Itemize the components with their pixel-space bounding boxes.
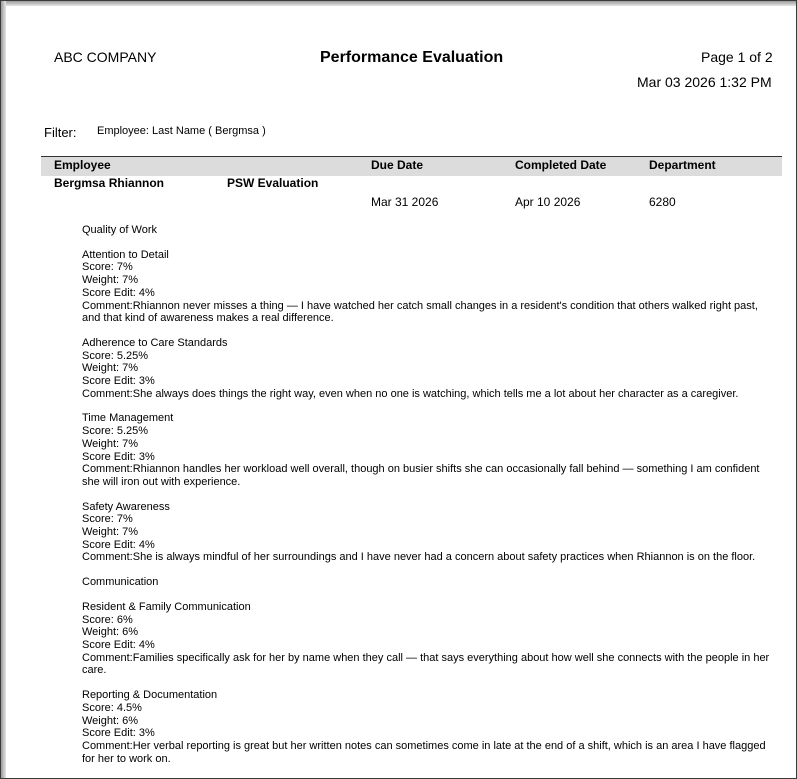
criterion-name: Adherence to Care Standards	[82, 336, 228, 349]
criterion-item	[82, 412, 772, 488]
report-datetime: Mar 03 2026 1:32 PM	[637, 74, 772, 90]
criterion-score-edit: Score Edit: 3%	[82, 450, 155, 463]
header-department: Department	[649, 158, 716, 172]
criterion-comment: Comment:Families specifically ask for her by name when they call — that says everything about how well she connects with the people in her care.	[82, 651, 770, 677]
criterion-comment: Comment:Her verbal reporting is great but her written notes can sometimes come in late at the end of a shift, which is an area I have flagged for her to work on.	[82, 739, 766, 765]
criterion-name: Resident & Family Communication	[82, 600, 251, 613]
criterion-score-edit: Score Edit: 4%	[82, 286, 155, 299]
criterion-item	[82, 689, 772, 765]
evaluation-content	[82, 224, 772, 777]
criterion-weight: Weight: 7%	[82, 362, 139, 375]
criterion-score: Score: 5.25%	[82, 425, 149, 438]
department: 6280	[649, 195, 676, 209]
criterion-name: Attention to Detail	[82, 248, 169, 261]
header-completed-date: Completed Date	[515, 158, 607, 172]
section	[82, 224, 772, 564]
filter-label: Filter:	[44, 125, 77, 140]
criterion-weight: Weight: 7%	[82, 437, 139, 450]
criterion-score: Score: 7%	[82, 513, 133, 526]
criterion-score: Score: 5.25%	[82, 349, 149, 362]
criterion-score-edit: Score Edit: 3%	[82, 727, 155, 740]
criterion-score: Score: 7%	[82, 261, 133, 274]
criterion-comment: Comment:She is always mindful of her surroundings and I have never had a concern about safety practices when Rhiannon is on the floor.	[82, 551, 756, 564]
filter-value: Employee: Last Name ( Bergmsa )	[97, 125, 266, 137]
employee-name: Bergmsa Rhiannon	[54, 176, 165, 190]
criterion-comment: Comment:She always does things the right way, even when no one is watching, which tells me a lot about her character as a caregiver.	[82, 387, 739, 400]
criterion-item	[82, 337, 772, 401]
section-title: Communication	[82, 576, 159, 589]
due-date: Mar 31 2026	[371, 195, 439, 209]
criterion-weight: Weight: 6%	[82, 714, 139, 727]
criterion-name: Time Management	[82, 412, 174, 425]
completed-date: Apr 10 2026	[515, 195, 581, 209]
criterion-score-edit: Score Edit: 4%	[82, 638, 155, 651]
evaluation-name: PSW Evaluation	[227, 176, 319, 190]
criterion-score-edit: Score Edit: 3%	[82, 375, 155, 388]
section-title: Quality of Work	[82, 224, 157, 236]
criterion-item	[82, 601, 772, 677]
section	[82, 576, 772, 765]
criterion-score: Score: 4.5%	[82, 701, 142, 714]
header-due-date: Due Date	[371, 158, 424, 172]
criterion-score-edit: Score Edit: 4%	[82, 538, 155, 551]
criterion-name: Safety Awareness	[82, 500, 170, 513]
criterion-item	[82, 249, 772, 325]
criterion-item	[82, 501, 772, 565]
table-header-row	[41, 156, 782, 176]
criterion-weight: Weight: 7%	[82, 274, 139, 287]
report-title: Performance Evaluation	[320, 49, 504, 66]
page-left-shadow	[1, 1, 6, 778]
header-employee: Employee	[54, 158, 111, 172]
criterion-score: Score: 6%	[82, 613, 133, 626]
criterion-weight: Weight: 6%	[82, 626, 139, 639]
criterion-name: Reporting & Documentation	[82, 689, 218, 702]
page-top-shadow	[1, 1, 796, 6]
criterion-weight: Weight: 7%	[82, 526, 139, 539]
company-name: ABC COMPANY	[54, 49, 157, 65]
criterion-comment: Comment:Rhiannon handles her workload well overall, though on busier shifts she can occasionally fall behind — something I am confident she will iron out with experience.	[82, 463, 760, 488]
criterion-comment: Comment:Rhiannon never misses a thing — I have watched her catch small changes in a resident's condition that others walked right past, and that kind of awareness makes a real difference.	[82, 299, 758, 325]
page-number: Page 1 of 2	[701, 49, 773, 65]
